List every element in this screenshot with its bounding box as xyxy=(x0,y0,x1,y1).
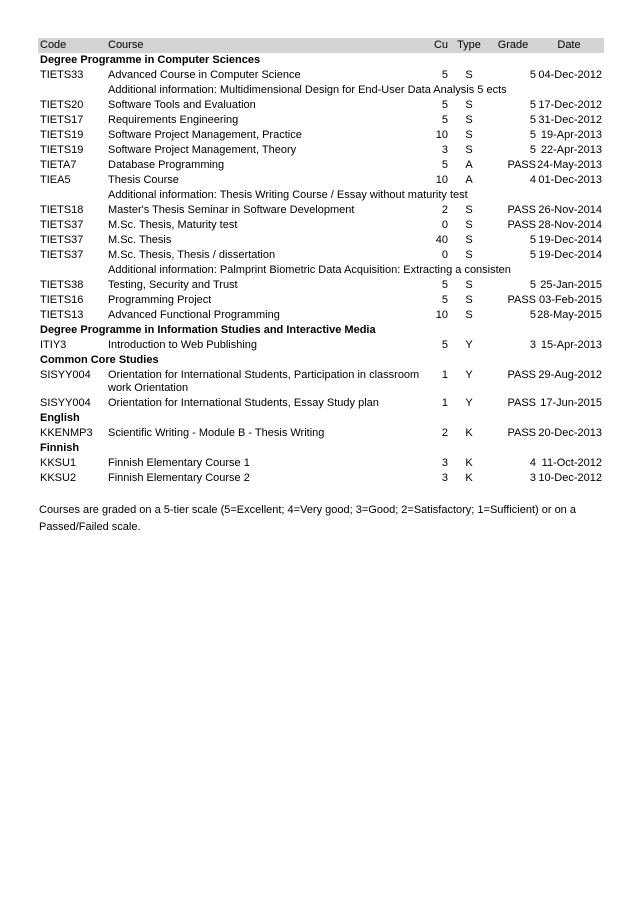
course-date: 25-Jan-2015 xyxy=(540,279,602,291)
course-row xyxy=(38,308,604,323)
course-code: TIETS17 xyxy=(40,114,84,126)
course-row xyxy=(38,426,604,441)
course-row xyxy=(38,278,604,293)
course-name: Orientation for International Students, Essay Study plan xyxy=(108,397,379,409)
course-date: 03-Feb-2015 xyxy=(539,294,602,306)
course-credits: 10 xyxy=(435,129,448,141)
section-title: Common Core Studies xyxy=(40,354,159,366)
course-grade: 5 xyxy=(529,249,536,261)
course-date: 01-Dec-2013 xyxy=(538,174,602,186)
section-row xyxy=(38,441,604,456)
course-code: KKSU2 xyxy=(40,472,77,484)
additional-info-row xyxy=(38,188,604,203)
course-row xyxy=(38,128,604,143)
course-row xyxy=(38,471,604,486)
course-code: TIETS38 xyxy=(40,279,84,291)
course-code: TIETS13 xyxy=(40,309,84,321)
course-grade: 5 xyxy=(529,144,536,156)
course-code: TIETS37 xyxy=(40,234,84,246)
course-type: Y xyxy=(465,397,473,409)
course-type: S xyxy=(465,249,473,261)
course-credits: 3 xyxy=(441,144,448,156)
additional-info-text: Additional information: Palmprint Biometric Data Acquisition: Extracting a consisten xyxy=(108,264,511,276)
header-course: Course xyxy=(108,39,144,51)
header-code: Code xyxy=(40,39,67,51)
course-code: TIETS19 xyxy=(40,144,84,156)
course-row xyxy=(38,248,604,263)
course-type: Y xyxy=(465,339,473,351)
empty-cell xyxy=(38,188,108,203)
course-name: Requirements Engineering xyxy=(108,114,239,126)
course-type: A xyxy=(465,159,473,171)
section-row xyxy=(38,323,604,338)
course-name: M.Sc. Thesis xyxy=(108,234,172,246)
course-grade: 5 xyxy=(529,99,536,111)
course-name: Advanced Course in Computer Science xyxy=(108,69,301,81)
additional-info-row xyxy=(38,83,604,98)
course-grade: 4 xyxy=(529,174,536,186)
course-grade: PASS xyxy=(507,159,536,171)
course-date: 19-Apr-2013 xyxy=(540,129,602,141)
section-row xyxy=(38,353,604,368)
course-row xyxy=(38,143,604,158)
course-date: 17-Jun-2015 xyxy=(540,397,602,409)
course-credits: 1 xyxy=(441,397,448,409)
course-credits: 40 xyxy=(435,234,448,246)
course-credits: 10 xyxy=(435,174,448,186)
course-credits: 10 xyxy=(435,309,448,321)
course-grade: PASS xyxy=(507,219,536,231)
empty-cell xyxy=(38,263,108,278)
course-type: S xyxy=(465,69,473,81)
course-type: Y xyxy=(465,369,473,381)
course-grade: 5 xyxy=(529,309,536,321)
course-grade: 5 xyxy=(529,234,536,246)
course-code: TIETS19 xyxy=(40,129,84,141)
course-date: 19-Dec-2014 xyxy=(538,234,602,246)
course-grade: 5 xyxy=(529,279,536,291)
course-credits: 0 xyxy=(441,219,448,231)
course-row xyxy=(38,293,604,308)
course-row xyxy=(38,368,604,396)
course-code: TIETS37 xyxy=(40,249,84,261)
table-body xyxy=(38,53,604,486)
course-code: TIETS20 xyxy=(40,99,84,111)
course-type: S xyxy=(465,309,473,321)
section-row xyxy=(38,411,604,426)
header-grade: Grade xyxy=(497,39,529,51)
course-name: Software Tools and Evaluation xyxy=(108,99,256,111)
empty-cell xyxy=(38,83,108,98)
course-name: Software Project Management, Theory xyxy=(108,144,297,156)
course-date: 10-Dec-2012 xyxy=(538,472,602,484)
course-code: TIETS37 xyxy=(40,219,84,231)
course-name: M.Sc. Thesis, Thesis / dissertation xyxy=(108,249,276,261)
course-code: KKENMP3 xyxy=(40,427,93,439)
course-row xyxy=(38,218,604,233)
course-date: 26-Nov-2014 xyxy=(538,204,602,216)
course-row xyxy=(38,233,604,248)
header-date: Date xyxy=(557,39,581,51)
course-row xyxy=(38,68,604,83)
section-title: Degree Programme in Computer Sciences xyxy=(40,54,261,66)
section-row xyxy=(38,53,604,68)
course-code: ITIY3 xyxy=(40,339,67,351)
course-date: 28-Nov-2014 xyxy=(538,219,602,231)
course-grade: PASS xyxy=(507,204,536,216)
course-grade: 4 xyxy=(529,457,536,469)
course-date: 20-Dec-2013 xyxy=(538,427,602,439)
grading-footnote: Courses are graded on a 5-tier scale (5=Excellent; 4=Very good; 3=Good; 2=Satisfactory; 1=Sufficient) or on a Passed/Failed scale. xyxy=(39,504,576,533)
course-grade: PASS xyxy=(507,397,536,409)
course-credits: 2 xyxy=(441,204,448,216)
course-type: S xyxy=(465,234,473,246)
course-name: Thesis Course xyxy=(108,174,179,186)
course-type: S xyxy=(465,294,473,306)
course-type: S xyxy=(465,114,473,126)
course-type: K xyxy=(465,457,473,469)
course-credits: 0 xyxy=(441,249,448,261)
course-grade: PASS xyxy=(507,369,536,381)
course-grade: 5 xyxy=(529,69,536,81)
course-code: KKSU1 xyxy=(40,457,77,469)
course-credits: 5 xyxy=(441,159,448,171)
course-grade: 5 xyxy=(529,129,536,141)
course-row xyxy=(38,396,604,411)
course-date: 04-Dec-2012 xyxy=(538,69,602,81)
course-type: S xyxy=(465,144,473,156)
course-name: Master's Thesis Seminar in Software Development xyxy=(108,204,355,216)
course-row xyxy=(38,203,604,218)
course-type: K xyxy=(465,472,473,484)
course-type: A xyxy=(465,174,473,186)
course-code: TIETS33 xyxy=(40,69,84,81)
course-date: 29-Aug-2012 xyxy=(538,369,602,381)
section-title: English xyxy=(40,412,80,424)
course-row xyxy=(38,158,604,173)
course-date: 17-Dec-2012 xyxy=(538,99,602,111)
course-type: S xyxy=(465,99,473,111)
section-title: Degree Programme in Information Studies and Interactive Media xyxy=(40,324,376,336)
course-type: S xyxy=(465,279,473,291)
course-type: S xyxy=(465,204,473,216)
course-date: 31-Dec-2012 xyxy=(538,114,602,126)
course-credits: 5 xyxy=(441,69,448,81)
course-grade: PASS xyxy=(507,294,536,306)
course-name: Advanced Functional Programming xyxy=(108,309,280,321)
course-grade: 3 xyxy=(529,339,536,351)
course-name: M.Sc. Thesis, Maturity test xyxy=(108,219,238,231)
transcript-table xyxy=(38,38,604,486)
course-credits: 3 xyxy=(441,472,448,484)
course-row xyxy=(38,113,604,128)
course-row xyxy=(38,98,604,113)
course-grade: 3 xyxy=(529,472,536,484)
additional-info-text: Additional information: Multidimensional Design for End-User Data Analysis 5 ects xyxy=(108,84,507,96)
course-name: Testing, Security and Trust xyxy=(108,279,238,291)
course-credits: 3 xyxy=(441,457,448,469)
additional-info-row xyxy=(38,263,604,278)
course-code: TIEA5 xyxy=(40,174,71,186)
section-title: Finnish xyxy=(40,442,80,454)
course-name: Programming Project xyxy=(108,294,212,306)
course-name: Software Project Management, Practice xyxy=(108,129,302,141)
course-credits: 5 xyxy=(441,339,448,351)
course-name: Finnish Elementary Course 1 xyxy=(108,457,250,469)
course-grade: 5 xyxy=(529,114,536,126)
header-row xyxy=(38,38,604,53)
course-name: Introduction to Web Publishing xyxy=(108,339,257,351)
course-type: K xyxy=(465,427,473,439)
course-code: SISYY004 xyxy=(40,397,91,409)
course-credits: 1 xyxy=(441,369,448,381)
additional-info-text: Additional information: Thesis Writing Course / Essay without maturity test xyxy=(108,189,468,201)
transcript-page xyxy=(38,38,600,536)
course-credits: 5 xyxy=(441,279,448,291)
course-type: S xyxy=(465,129,473,141)
course-credits: 2 xyxy=(441,427,448,439)
course-grade: PASS xyxy=(507,427,536,439)
course-name: Database Programming xyxy=(108,159,225,171)
course-date: 11-Oct-2012 xyxy=(541,457,602,469)
table-header xyxy=(38,38,604,53)
course-date: 22-Apr-2013 xyxy=(540,144,602,156)
course-code: TIETS18 xyxy=(40,204,84,216)
course-name: Finnish Elementary Course 2 xyxy=(108,472,250,484)
course-credits: 5 xyxy=(441,294,448,306)
course-code: TIETS16 xyxy=(40,294,84,306)
course-row xyxy=(38,456,604,471)
course-date: 28-May-2015 xyxy=(537,309,602,321)
header-cu: Cu xyxy=(433,39,448,51)
course-name: Orientation for International Students, Participation in classroom work Orientation xyxy=(108,369,420,394)
course-date: 24-May-2013 xyxy=(537,159,602,171)
course-type: S xyxy=(465,219,473,231)
course-row xyxy=(38,173,604,188)
header-type: Type xyxy=(457,39,481,51)
course-name: Scientific Writing - Module B - Thesis Writing xyxy=(108,427,325,439)
course-credits: 5 xyxy=(441,114,448,126)
course-date: 19-Dec-2014 xyxy=(538,249,602,261)
course-code: SISYY004 xyxy=(40,369,91,381)
course-row xyxy=(38,338,604,353)
course-credits: 5 xyxy=(441,99,448,111)
course-code: TIETA7 xyxy=(40,159,77,171)
course-date: 15-Apr-2013 xyxy=(540,339,602,351)
